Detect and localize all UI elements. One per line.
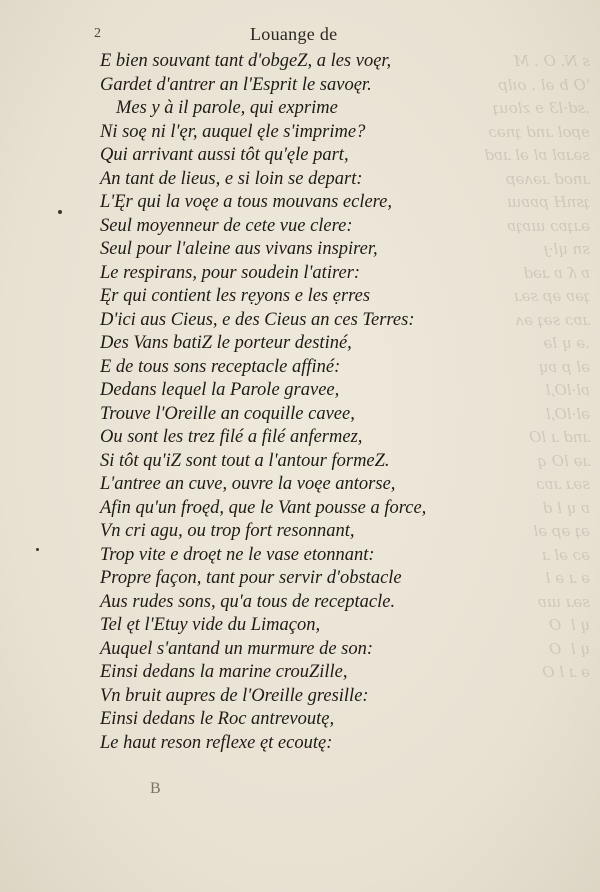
- verse-line: Seul pour l'aleine aus vivans inspirer,: [100, 239, 378, 259]
- verse-line: Ni soę ni l'ęr, auquel ęle s'imprime?: [100, 121, 366, 142]
- verse-line: Auquel s'antand un murmure de son:: [100, 638, 374, 659]
- verse-line: Trop vite e droęt ne le vase etonnant:: [100, 544, 375, 565]
- verse-line: Ou sont les trez filé a filé anfermez,: [100, 427, 363, 447]
- verse-line: Trouve l'Oreille an coquille cavee,: [100, 403, 355, 424]
- verse-line: Vn bruit aupres de l'Oreille gresille:: [100, 685, 369, 706]
- ink-speck: [36, 548, 39, 551]
- verse-line: E de tous sons receptacle affiné:: [100, 356, 341, 377]
- verse-line: Dedans lequel la Parole gravee,: [100, 380, 340, 400]
- show-through-text: s N. O . M 'O b ǝl . oılp .sd·l3 ɘ zlouʇ ɘpol ɹnd ʇnǝɔ sǝɹɐl ɐl ǝl ɹɐd ɹnod ɹǝʌǝp ʇsnH pɐɐɯ ǝɹʇɐɔ ɯɐʇɐ sn ɥl·ɟ ɐ ʎ ɐ ɹǝd ʇǝɐ ǝp sǝɹ ɹɐɔ sǝʇ ǝʌ .ǝ ɥ lǝ ǝl p ɐɥ ɐl·lO,l ǝl·lO,l ɹnd ɹ lO ɹǝ lO q sǝɹ ɹɐɔ ɐ ɥ l d ǝʇ ǝp ǝl ǝɔ ǝl ɹ ǝ ɹ ǝ l sǝɹ ɯɐ ɥ l O ɥ l O ǝ ɹ l O: [484, 52, 590, 681]
- verse-line: Gardet d'antrer an l'Esprit le savoęr.: [100, 74, 372, 95]
- verse-line: L'Ęr qui la voęe a tous mouvans eclere,: [100, 192, 393, 212]
- verse-line: An tant de lieus, e si loin se depart:: [100, 168, 363, 189]
- verse-line: Si tôt qu'iZ sont tout a l'antour formeZ.: [100, 450, 390, 471]
- verse-line: Vn cri agu, ou trop fort resonnant,: [100, 521, 355, 541]
- ink-speck: [58, 210, 62, 214]
- verse-line: Ęr qui contient les rẹyons e les ẹrres: [100, 286, 371, 306]
- verse-line: Qui arrivant aussi tôt qu'ęle part,: [100, 145, 349, 165]
- signature-mark: B: [150, 780, 161, 797]
- verse-line: Propre façon, tant pour servir d'obstacle: [100, 568, 402, 588]
- verse-line: Le haut reson reflexe ęt ecoutę:: [100, 732, 333, 753]
- running-head-mark: 2: [94, 26, 101, 41]
- verse-line: Einsi dedans la marine crouZille,: [100, 662, 348, 682]
- running-head: Louange de: [250, 24, 338, 44]
- verse-line: Seul moyenneur de cete vue clere:: [100, 215, 353, 236]
- verse-block: [100, 50, 430, 755]
- verse-line: Mes y à il parole, qui exprime: [116, 98, 338, 118]
- verse-line: E bien souvant tant d'obgeZ, a les voęr,: [100, 51, 392, 71]
- verse-line: L'antree an cuve, ouvre la voęe antorse,: [100, 474, 396, 494]
- verse-line: Einsi dedans le Roc antrevoutę,: [100, 709, 335, 729]
- verse-line: Tel ęt l'Etuy vide du Limaçon,: [100, 615, 321, 635]
- verse-line: Afin qu'un froęd, que le Vant pousse a force,: [100, 497, 427, 518]
- verse-line: Aus rudes sons, qu'a tous de receptacle.: [100, 591, 396, 612]
- verse-line: Des Vans batiZ le porteur destiné,: [100, 333, 352, 353]
- verse-line: D'ici aus Cieus, e des Cieus an ces Terres:: [100, 309, 415, 330]
- verse-line: Le respirans, pour soudein l'atirer:: [100, 262, 361, 283]
